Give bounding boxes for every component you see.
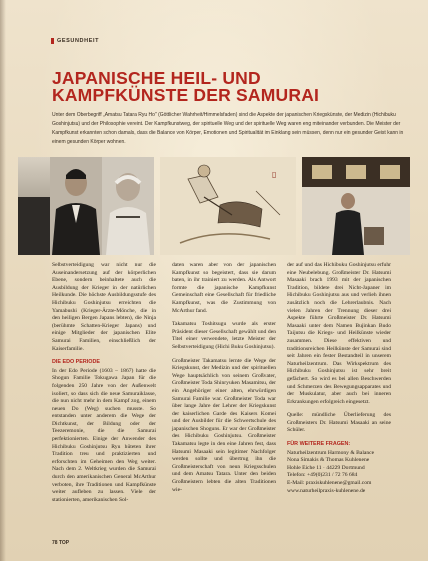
svg-text:▯: ▯ <box>272 170 277 179</box>
text-column-1 <box>52 262 156 510</box>
section-marker <box>51 38 54 44</box>
col3-paragraph-1: der auf und das Hichibuku Goshinjutsu erfuhr eine Neubelebung. Großmeister Dr. Hatsumi Masaaki brach 1993 mit der japanischen Tradition, bildete drei Nicht-Japaner im Hichibuku Goshinjutsu aus und verlieh ihnen zusätzlich noch die Lehrerlaubnis. Nach vielen Jahren der Trennung dieser drei Aspekte führte Großmeister Dr. Hatsumi Masaaki unter dem Namen Bujinkan Budo Taijutsu die Kriegs- und Heilkünste wieder zusammen. Diese effektiven und traditionsreichen Heilkünste der Samurai sind seit Jahren ein fester Bestandteil in unserem Naturheilzentrum. Das Wirkspektrum des Hichibuku Goshinjutsu ist sehr breit gefächert. So wird es bei allen Beschwerden und Schmerzen des Bewegungsapparates und der Muskulatur, aber auch bei inneren Erkrankungen erfolgreich eingesetzt. <box>287 262 391 405</box>
col1-subheading: DIE EDO PERIODE <box>52 359 100 366</box>
photo-man-suit-edge <box>18 157 50 255</box>
contact-line: Naturheilzentrum Harmony & Balance <box>287 449 375 456</box>
col1-paragraph-2: In der Edo Periode (1603 – 1867) hatte die Shogun Familie Tokugawa Japan für die folgenden 250 Jahre von der Außenwelt isoliert, so dass sich die neue Samuraiklasse, die nun nicht mehr in dem Kampf zog, einem neuen Do (Weg) suchen musste. So entstanden unter anderem die Wege der Dichtkunst, der Bildung oder der Teezeremonie, die die Samurai perfektionierten. Einige der Anwender des Hichibuku Goshinjutsu Ryu hüteten ihrer Tradition treu und praktizierten und erforschten im Geheimen den Weg weiter. Nach dem 2. Weltkrieg wurden die Samurai durch den amerikanischen General McArthur verboten, ihre Traditionen und Kampfkünste weiter aufleben zu lassen. Viele der stationierten, amerikanischen Sol- <box>52 367 156 503</box>
title-line-2: KAMPFKÜNSTE DER SAMURAI <box>52 85 320 105</box>
contact-website[interactable]: www.naturheilpraxis-kuhlenene.de <box>287 487 366 494</box>
page-title <box>52 70 382 104</box>
col2-paragraph-1: daten waren aber von der japanischen Kampfkunst so begeistert, dass sie darum baten, in ihr trainiert zu werden. Als Antwort formte die japanische Kampfkunst Gemeinschaft eine Gesellschaft für friedliche Kampfkunst, was die Zustimmung von McArthur fand. <box>172 262 276 314</box>
col2-paragraph-3: Großmeister Takamatsu lernte die Wege der Kriegskunst, der Medizin und der spirituellen Wege hauptsächlich von seinem Großvater, Großmeister Toda Shinryuken Masamitsu, der ein Angehöriger einer alten, ehrwürdigen Samurai Familie war. Großmeister Toda war über lange Jahre der Lehrer der Kriegskunst der kaiserlichen Garde des Kaisers Komei und der Ausbilder für die Schwertschule des japanischen Shoguns. Er war der Großmeister des Hichibuku Goshinjutsu. Großmeister Takamatsu legte in den eine Jahren fest, dass Hatsumi Masaaki sein legitimer Nachfolger werden sollte und übertrug ihn die Großmeisterschaft von neun Kriegsschulen und dem Amatsu Tatara. Unter den beiden Großmeistern lebten die alten Traditionen wie- <box>172 357 276 493</box>
col3-source-note: Quelle: mündliche Überlieferung des Großmeisters Dr. Hatsumi Masaaki an seine Schüler. <box>287 412 391 434</box>
intro-paragraph: Unter dem Oberbegriff „Amatsu Tatara Ryu Ho" (Göttlicher Wahrheit/Himmelsfaden) sind die Aspekte der japanischen Kriegskünste, der Medizin (Hichibuku Goshinjutsu) und der Philosophie vereint. Der Kampfkunstweg, der spirituelle Weg und der spirituelle Weg waren eng miteinander verbunden. Die Meister der Kampfkunst erkannten schon damals, dass die Balance von Körper, Emotionen und Spiritualität im Einklang sein müssen, denn nur ein gesunder Geist kann in einem gesunden Körper wohnen. <box>52 112 404 145</box>
photo-man-suit <box>50 157 102 255</box>
page-number: 78 TOP <box>52 540 70 546</box>
col1-paragraph-1: Selbstverteidigung war nicht nur die Auseinandersetzung auf der körperlichen Ebene, sondern beinhaltete auch die Ausbildung der Krieger in der natürlichen Heilkunde. Die höchste Ausbildungsstufe des Hichibuku Goshinjutsu erreichten die Yamabushi (Krieger-Ärzte-Mönche, die in den heiligen Bergen Japans lebten), die Ninja (berühmte Schatten-Krieger Japans) und einige Mitglieder der japanischen Elite Samurai Familien, einschließlich der Kaiserfamilie. <box>52 262 156 352</box>
contact-block <box>287 450 391 496</box>
text-column-2 <box>172 262 276 500</box>
contact-line: Hohle Eiche 11 · 44229 Dortmund <box>287 464 365 471</box>
title-line-1: JAPANISCHE HEIL- UND <box>52 68 261 88</box>
photo-strip <box>0 157 428 255</box>
col3-subheading: FÜR WEITERE FRAGEN: <box>287 441 351 448</box>
section-text: GESUNDHEIT <box>57 38 100 44</box>
contact-line: Telefon: +49(0)231 / 72 76 684 <box>287 472 358 479</box>
section-label <box>51 38 99 44</box>
col2-paragraph-2: Takamatsu Toshitsugu wurde als erster Präsident dieser Gesellschaft gewählt und den Titel einer verwendete, letzte Meister der Selbstverteidigung (Hichi Buku Goshinjutsu). <box>172 321 276 350</box>
contact-email[interactable]: E-Mail: praxiskuhlenene@gmail.com <box>287 480 372 487</box>
photo-samurai-painting <box>160 157 296 255</box>
photo-practitioner-dojo <box>302 157 410 255</box>
photo-elderly-master <box>102 157 154 255</box>
text-column-3 <box>287 262 391 495</box>
contact-line: Nona Simakis & Thomas Kuhlenene <box>287 457 370 464</box>
